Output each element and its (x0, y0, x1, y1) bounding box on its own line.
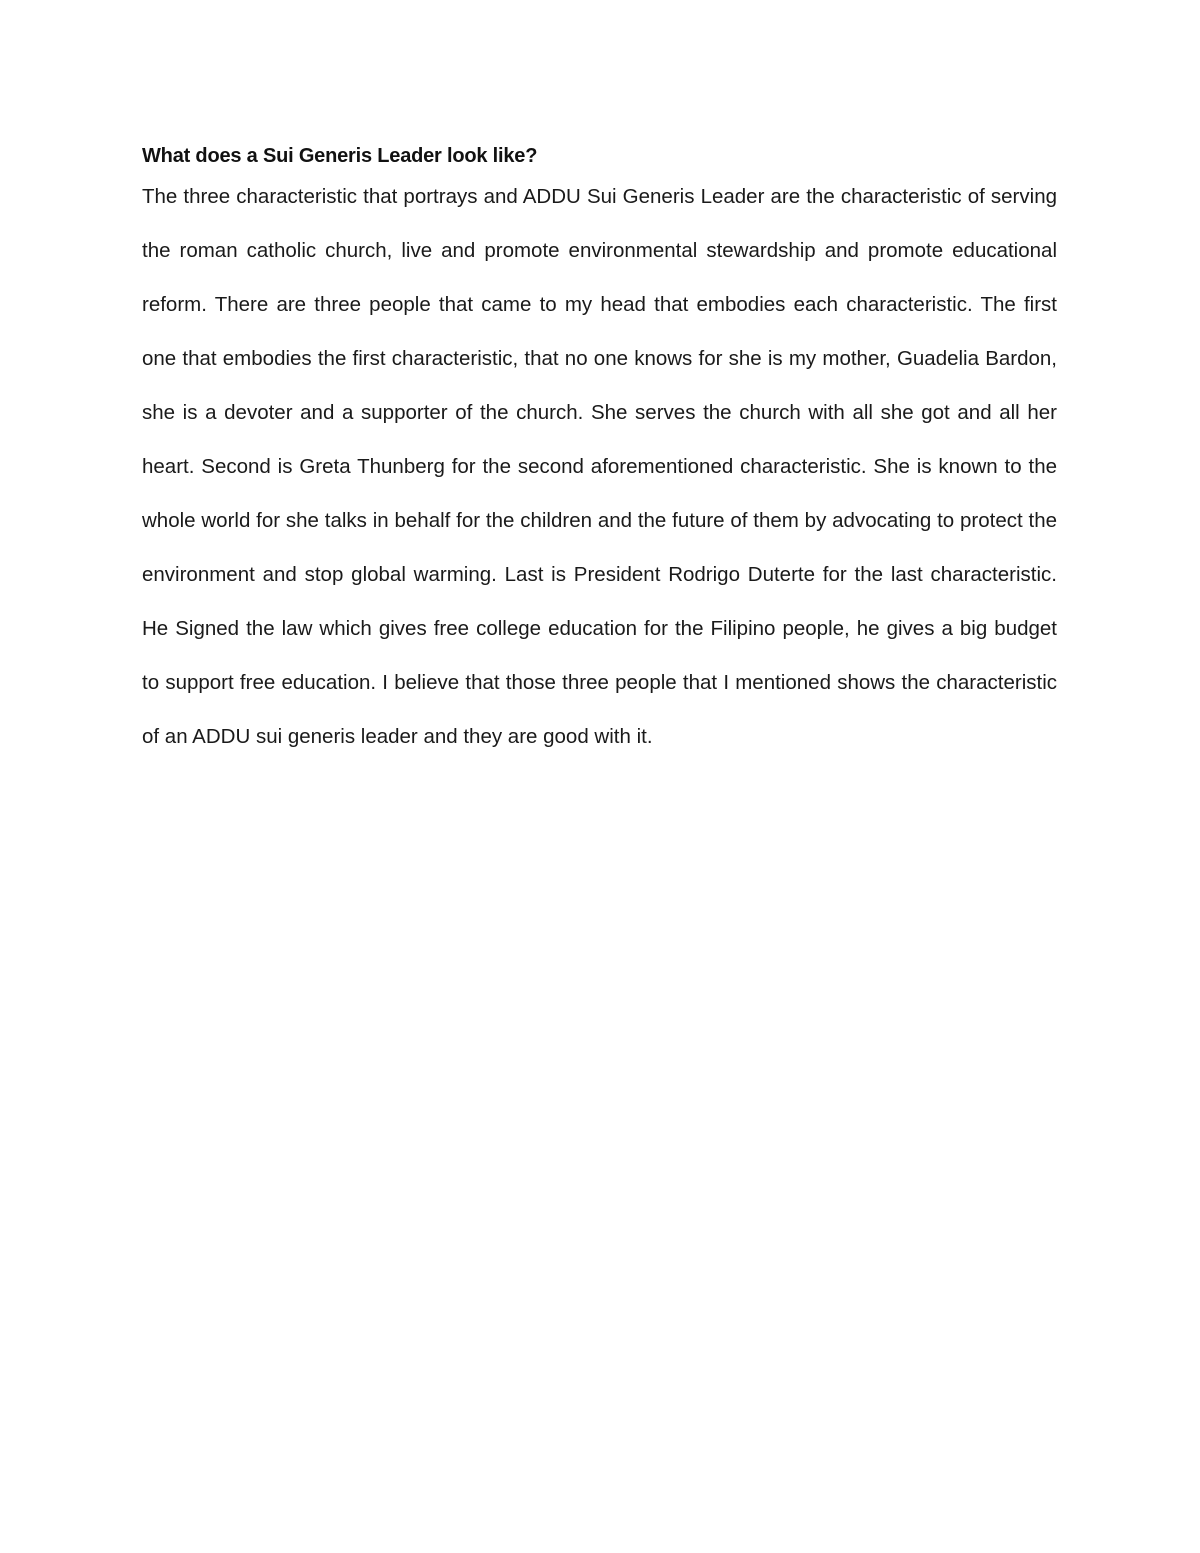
document-title: What does a Sui Generis Leader look like? (142, 145, 538, 167)
document-paragraph: The three characteristic that portrays and ADDU Sui Generis Leader are the characteristic of serving the roman catholic church, live and promote environmental stewardship and promote educational reform. There are three people that came to my head that embodies each characteristic. The first one that embodies the first characteristic, that no one knows for she is my mother, Guadelia Bardon, she is a devoter and a supporter of the church. She serves the church with all she got and all her heart. Second is Greta Thunberg for the second aforementioned characteristic. She is known to the whole world for she talks in behalf for the children and the future of them by advocating to protect the environment and stop global warming. Last is President Rodrigo Duterte for the last characteristic. He Signed the law which gives free college education for the Filipino people, he gives a big budget to support free education. I believe that those three people that I mentioned shows the characteristic of an ADDU sui generis leader and they are good with it. (142, 185, 1057, 748)
document-content (142, 142, 1057, 764)
